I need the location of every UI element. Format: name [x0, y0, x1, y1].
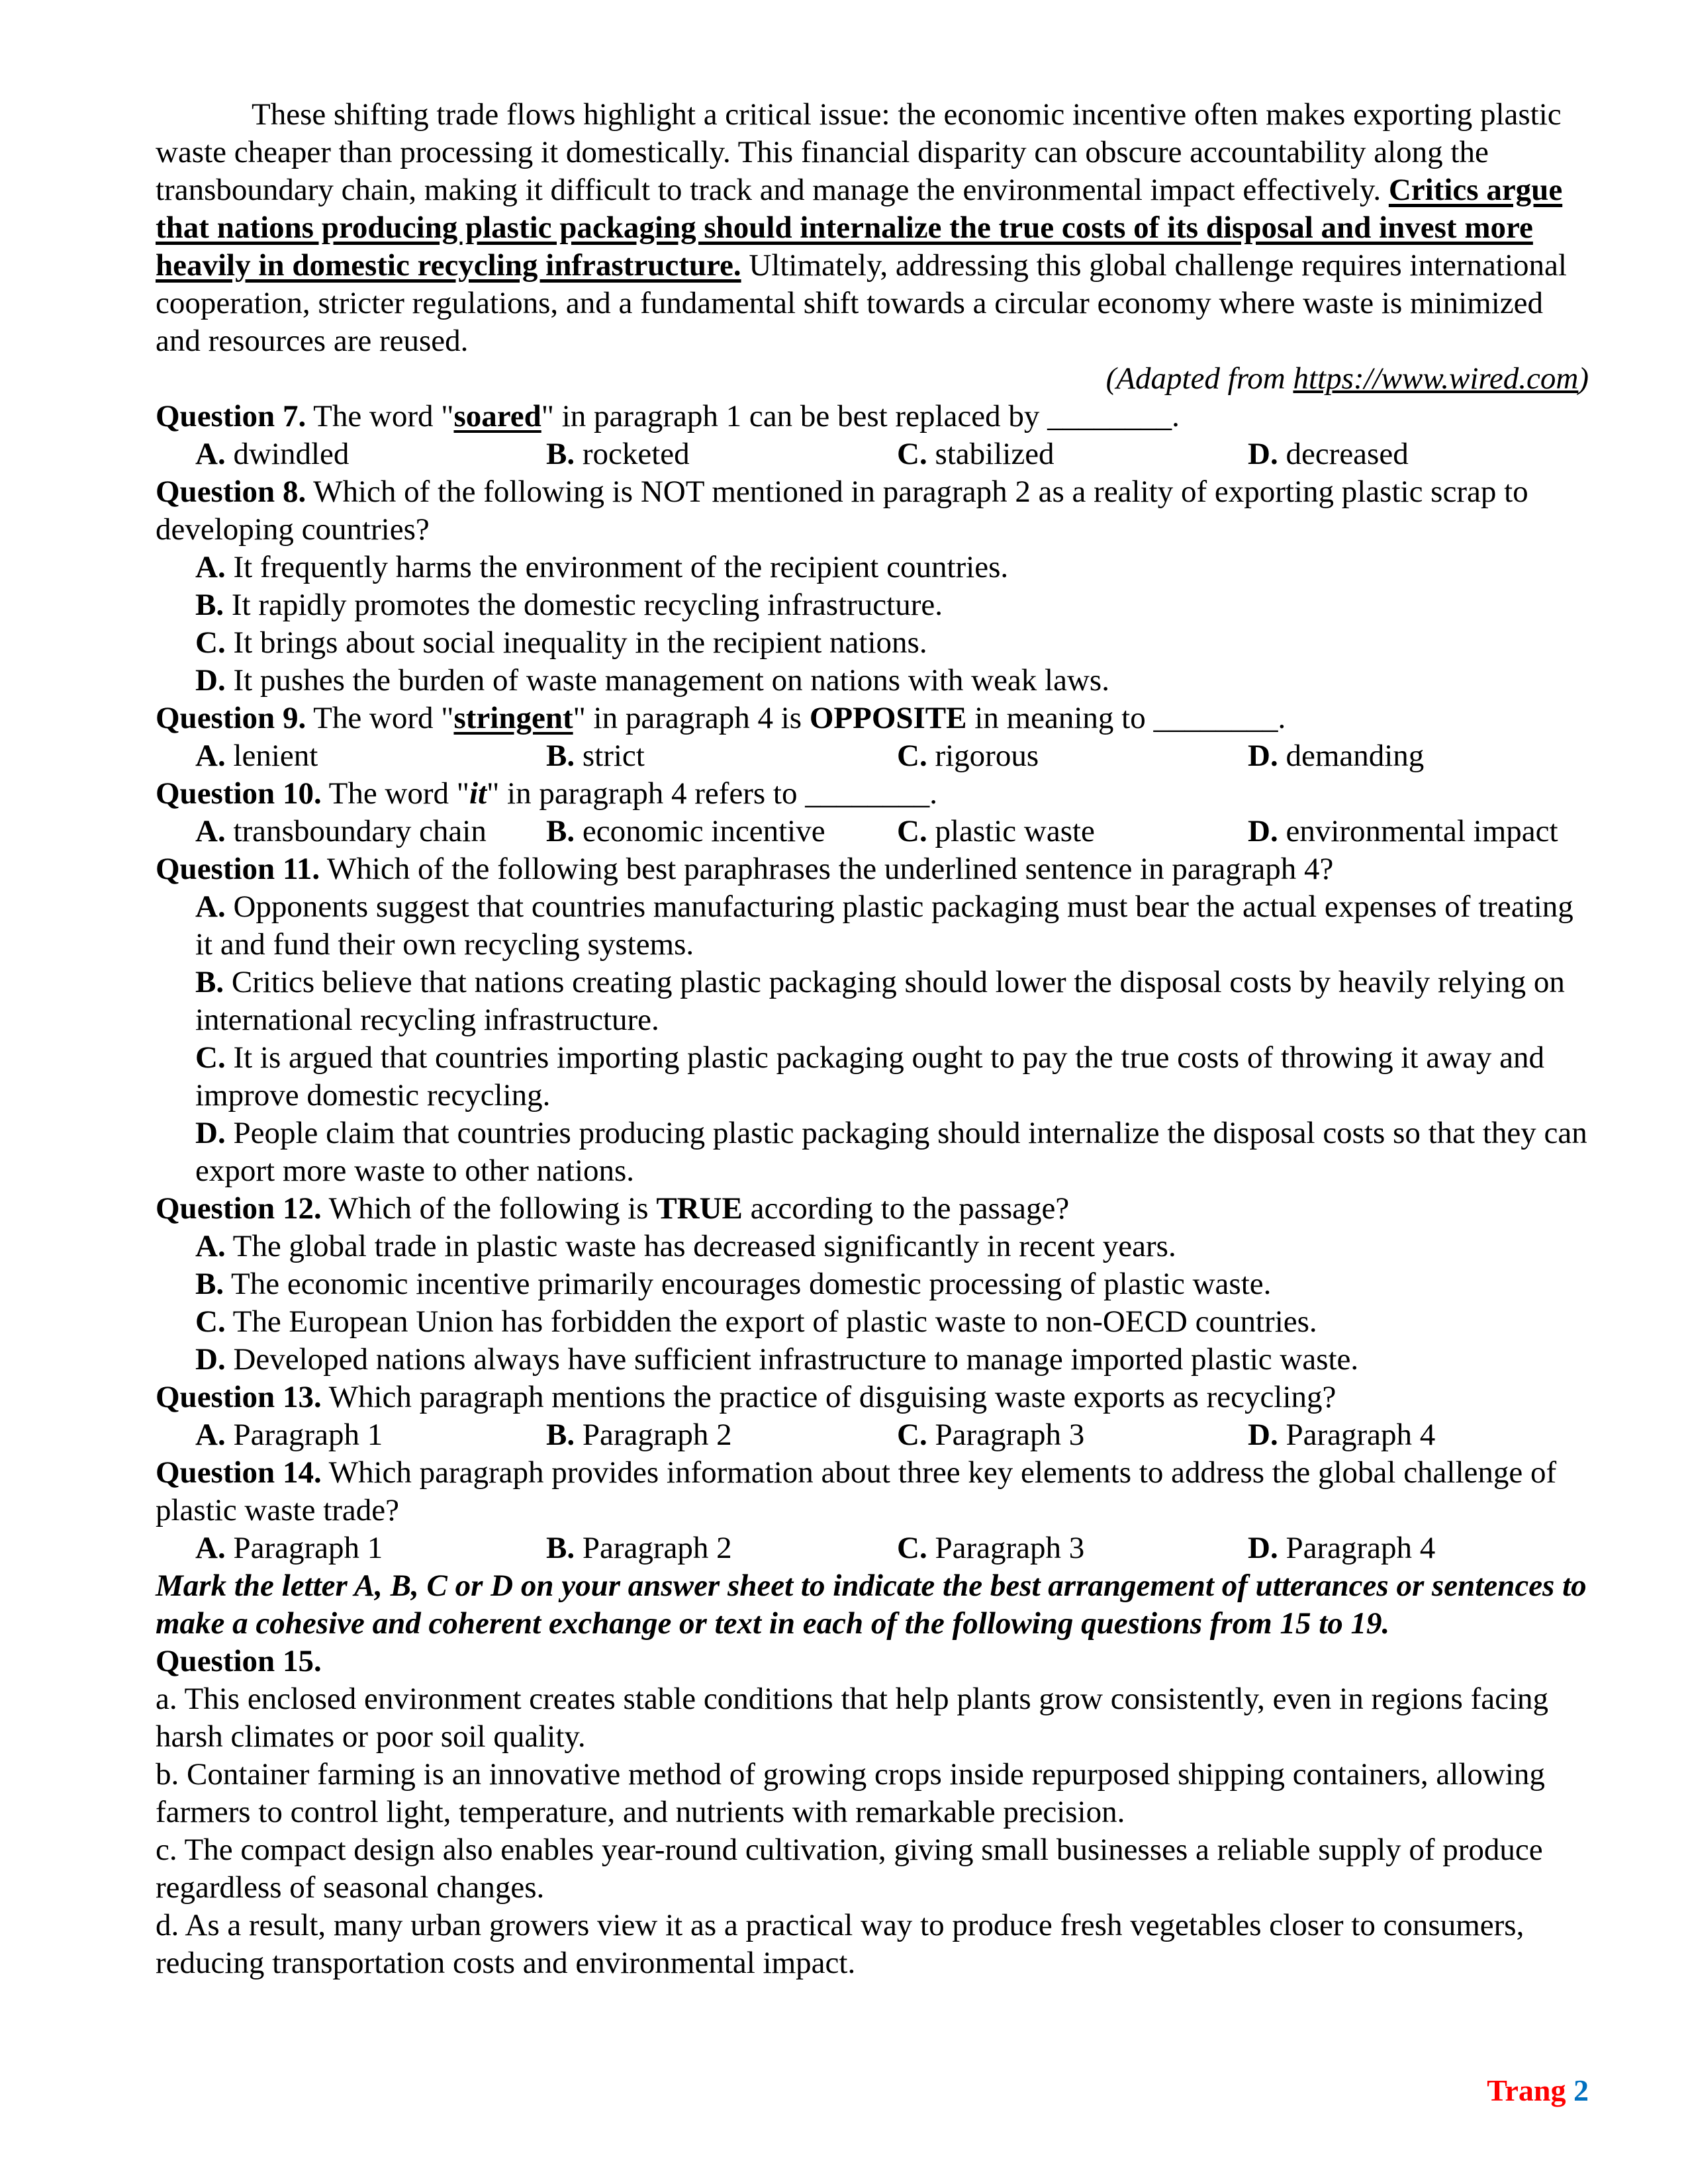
- option-a[interactable]: [195, 813, 546, 850]
- section-instruction: Mark the letter A, B, C or D on your answer sheet to indicate the best arrangement of utterances or sentences to make a cohesive and coherent exchange or text in each of the following questions from 15 to 19.: [156, 1569, 1587, 1641]
- question-label: Question 14.: [156, 1455, 322, 1490]
- option-text: decreased: [1278, 437, 1409, 471]
- exam-page: [156, 96, 1589, 1982]
- stem-text: " in paragraph 4 is: [573, 701, 810, 735]
- question-label: Question 10.: [156, 776, 322, 811]
- option-text: The global trade in plastic waste has decreased significantly in recent years.: [225, 1229, 1176, 1263]
- source-link[interactable]: https://www.wired.com: [1293, 361, 1579, 396]
- option-text: economic incentive: [575, 814, 825, 848]
- option-b[interactable]: [195, 1265, 1589, 1303]
- option-letter: B.: [546, 1531, 575, 1565]
- keyword: stringent: [453, 701, 573, 735]
- option-letter: A.: [195, 889, 226, 924]
- option-letter: B.: [546, 1418, 575, 1452]
- option-letter: B.: [546, 814, 575, 848]
- option-letter: D.: [195, 1116, 226, 1150]
- option-d[interactable]: [195, 1115, 1589, 1190]
- option-c[interactable]: [897, 435, 1248, 473]
- option-letter: C.: [195, 625, 226, 660]
- option-letter: C.: [195, 1304, 226, 1339]
- sentence-a: a. This enclosed environment creates stable conditions that help plants grow consistently, even in regions facing harsh climates or poor soil quality.: [156, 1682, 1549, 1754]
- question-label: Question 12.: [156, 1191, 322, 1226]
- option-d[interactable]: [1248, 1416, 1435, 1454]
- option-letter: A.: [195, 437, 226, 471]
- option-text: Paragraph 3: [927, 1531, 1085, 1565]
- question-9-stem: [156, 700, 1589, 737]
- option-a[interactable]: [195, 737, 546, 775]
- option-letter: B.: [195, 965, 224, 999]
- option-text: The economic incentive primarily encourages domestic processing of plastic waste.: [224, 1267, 1272, 1301]
- option-text: Paragraph 4: [1278, 1418, 1436, 1452]
- stem-text: Which of the following is: [321, 1191, 657, 1226]
- option-letter: D.: [1248, 437, 1278, 471]
- option-text: rigorous: [927, 739, 1039, 773]
- option-letter: D.: [1248, 739, 1278, 773]
- stem-text: in meaning to ________.: [966, 701, 1286, 735]
- stem-text: The word ": [306, 701, 454, 735]
- option-text: The European Union has forbidden the export of plastic waste to non-OECD countries.: [225, 1304, 1317, 1339]
- question-11-options: [156, 888, 1589, 1190]
- option-text: It brings about social inequality in the recipient nations.: [225, 625, 927, 660]
- question-12-options: [156, 1228, 1589, 1379]
- option-c[interactable]: [195, 1039, 1589, 1115]
- option-letter: D.: [1248, 1531, 1278, 1565]
- option-letter: B.: [195, 1267, 224, 1301]
- question-11-stem: [156, 850, 1589, 888]
- question-label: Question 11.: [156, 852, 320, 886]
- option-b[interactable]: [546, 737, 897, 775]
- option-letter: B.: [546, 437, 575, 471]
- option-text: It is argued that countries importing plastic packaging ought to pay the true costs of throwing it away and improve domestic recycling.: [195, 1040, 1544, 1113]
- keyword: it: [469, 776, 487, 811]
- option-a[interactable]: [195, 1228, 1589, 1265]
- option-text: transboundary chain: [225, 814, 487, 848]
- option-c[interactable]: [195, 624, 1589, 662]
- stem-text: " in paragraph 4 refers to ________.: [487, 776, 937, 811]
- option-letter: C.: [897, 437, 927, 471]
- question-12-stem: [156, 1190, 1589, 1228]
- option-a[interactable]: [195, 1529, 546, 1567]
- option-text: environmental impact: [1278, 814, 1558, 848]
- option-b[interactable]: [546, 1529, 897, 1567]
- sentence-b: b. Container farming is an innovative method of growing crops inside repurposed shipping containers, allowing farmers to control light, temperature, and nutrients with remarkable precision.: [156, 1757, 1545, 1829]
- option-letter: B.: [195, 588, 224, 622]
- option-text: rocketed: [575, 437, 690, 471]
- source-suffix: ): [1578, 361, 1589, 396]
- source-prefix: (Adapted from: [1105, 361, 1293, 396]
- option-letter: A.: [195, 1531, 226, 1565]
- stem-text: The word ": [321, 776, 469, 811]
- option-a[interactable]: [195, 888, 1589, 964]
- option-text: Opponents suggest that countries manufacturing plastic packaging must bear the actual expenses of treating it and fund their own recycling systems.: [195, 889, 1573, 962]
- question-label: Question 9.: [156, 701, 306, 735]
- page-num: 2: [1573, 2073, 1589, 2107]
- question-14-options: [156, 1529, 1589, 1567]
- option-text: Paragraph 1: [225, 1531, 383, 1565]
- option-text: demanding: [1278, 739, 1425, 773]
- option-b[interactable]: [195, 964, 1589, 1039]
- option-letter: C.: [897, 739, 927, 773]
- option-text: plastic waste: [927, 814, 1095, 848]
- paragraph-outro: Ultimately, addressing this global challenge requires international cooperation, stricter regulations, and a fundamental shift towards a circular economy where waste is minimized and resources are reused.: [156, 248, 1567, 358]
- keyword: soared: [453, 399, 541, 433]
- option-text: lenient: [225, 739, 318, 773]
- option-letter: C.: [897, 1418, 927, 1452]
- question-13-options: [156, 1416, 1589, 1454]
- stem-text: Which of the following is NOT mentioned in paragraph 2 as a reality of exporting plastic scrap to developing countries?: [156, 475, 1528, 547]
- option-text: Paragraph 3: [927, 1418, 1085, 1452]
- option-text: Paragraph 4: [1278, 1531, 1436, 1565]
- option-letter: A.: [195, 1229, 226, 1263]
- option-letter: B.: [546, 739, 575, 773]
- option-letter: A.: [195, 550, 226, 584]
- question-15-label: Question 15.: [156, 1644, 322, 1678]
- option-letter: D.: [195, 1342, 226, 1377]
- option-text: dwindled: [225, 437, 350, 471]
- option-c[interactable]: [195, 1303, 1589, 1341]
- stem-text: " in paragraph 1 can be best replaced by ________.: [541, 399, 1180, 433]
- option-letter: C.: [195, 1040, 226, 1075]
- option-letter: D.: [195, 663, 226, 698]
- option-d[interactable]: [1248, 1529, 1435, 1567]
- option-b[interactable]: [195, 586, 1589, 624]
- option-text: People claim that countries producing plastic packaging should internalize the disposal costs so that they can export more waste to other nations.: [195, 1116, 1587, 1188]
- option-letter: D.: [1248, 814, 1278, 848]
- option-b[interactable]: [546, 435, 897, 473]
- option-c[interactable]: [897, 1529, 1248, 1567]
- option-text: stabilized: [927, 437, 1055, 471]
- option-text: Paragraph 1: [225, 1418, 383, 1452]
- question-9-options: [156, 737, 1589, 775]
- question-13-stem: [156, 1379, 1589, 1416]
- source-citation: [156, 360, 1589, 398]
- stem-text: Which paragraph provides information about three key elements to address the global challenge of plastic waste trade?: [156, 1455, 1557, 1527]
- option-d[interactable]: [195, 662, 1589, 700]
- stem-text: according to the passage?: [742, 1191, 1070, 1226]
- option-d[interactable]: [195, 1341, 1589, 1379]
- paragraph-intro: These shifting trade flows highlight a critical issue: the economic incentive often makes exporting plastic waste cheaper than processing it domestically. This financial disparity can obscure accountability along the transboundary chain, making it difficult to track and manage the environmental impact effectively.: [156, 97, 1562, 207]
- option-letter: A.: [195, 1418, 226, 1452]
- option-text: Critics believe that nations creating plastic packaging should lower the disposal costs by heavily relying on international recycling infrastructure.: [195, 965, 1565, 1037]
- question-10-options: [156, 813, 1589, 850]
- option-d[interactable]: [1248, 737, 1424, 775]
- page-number: [1487, 2071, 1589, 2109]
- option-d[interactable]: [1248, 435, 1409, 473]
- question-label: Question 7.: [156, 399, 306, 433]
- question-label: Question 8.: [156, 475, 306, 509]
- emphasis: TRUE: [656, 1191, 743, 1226]
- question-7-stem: [156, 398, 1589, 435]
- question-7-options: [156, 435, 1589, 473]
- option-text: Paragraph 2: [575, 1531, 732, 1565]
- stem-text: Which paragraph mentions the practice of disguising waste exports as recycling?: [321, 1380, 1336, 1414]
- sentence-c: c. The compact design also enables year-round cultivation, giving small businesses a reliable supply of produce regardless of seasonal changes.: [156, 1833, 1543, 1905]
- option-text: It pushes the burden of waste management on nations with weak laws.: [225, 663, 1109, 698]
- question-label: Question 13.: [156, 1380, 322, 1414]
- question-8-stem: [156, 473, 1589, 549]
- option-text: Paragraph 2: [575, 1418, 732, 1452]
- option-text: It frequently harms the environment of the recipient countries.: [225, 550, 1009, 584]
- question-10-stem: [156, 775, 1589, 813]
- passage-paragraph-4: [156, 96, 1589, 360]
- option-letter: A.: [195, 739, 226, 773]
- option-c[interactable]: [897, 813, 1248, 850]
- option-b[interactable]: [546, 813, 897, 850]
- option-a[interactable]: [195, 549, 1589, 586]
- stem-text: The word ": [306, 399, 454, 433]
- option-a[interactable]: [195, 435, 546, 473]
- underlined-sentence: Critics argue that nations producing plastic packaging should internalize the true costs of its disposal and invest more heavily in domestic recycling infrastructure.: [156, 173, 1563, 283]
- page-word: Trang: [1487, 2073, 1566, 2107]
- sentence-d: d. As a result, many urban growers view it as a practical way to produce fresh vegetables closer to consumers, reducing transportation costs and environmental impact.: [156, 1908, 1524, 1980]
- option-text: Developed nations always have sufficient infrastructure to manage imported plastic waste.: [225, 1342, 1359, 1377]
- question-14-stem: [156, 1454, 1589, 1529]
- option-c[interactable]: [897, 1416, 1248, 1454]
- emphasis: OPPOSITE: [809, 701, 967, 735]
- option-text: It rapidly promotes the domestic recycling infrastructure.: [224, 588, 943, 622]
- option-b[interactable]: [546, 1416, 897, 1454]
- option-letter: A.: [195, 814, 226, 848]
- stem-text: Which of the following best paraphrases the underlined sentence in paragraph 4?: [320, 852, 1334, 886]
- option-letter: D.: [1248, 1418, 1278, 1452]
- option-c[interactable]: [897, 737, 1248, 775]
- option-d[interactable]: [1248, 813, 1558, 850]
- option-letter: C.: [897, 1531, 927, 1565]
- option-letter: C.: [897, 814, 927, 848]
- option-text: strict: [575, 739, 645, 773]
- question-8-options: [156, 549, 1589, 700]
- option-a[interactable]: [195, 1416, 546, 1454]
